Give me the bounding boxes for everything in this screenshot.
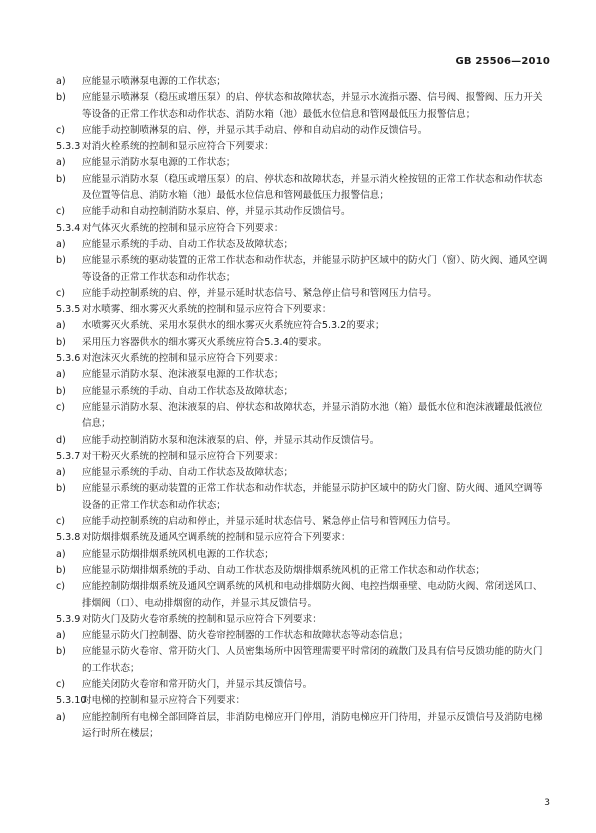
- list-item: [56, 563, 550, 579]
- clause-heading: [56, 351, 550, 367]
- clause-title: 对防火门及防火卷帘系统的控制和显示应符合下列要求：: [82, 613, 322, 625]
- item-label: b): [56, 336, 66, 348]
- item-text: 应能控制所有电梯全部回降首层，非消防电梯应开门停用，消防电梯应开门待用，并显示反馈信号及消防电梯运行时所在楼层；: [82, 711, 543, 739]
- item-label: a): [56, 711, 66, 723]
- clause-heading: [56, 693, 550, 709]
- clause-number: 5.3.4: [56, 222, 81, 234]
- item-label: a): [56, 320, 66, 332]
- document-body: [56, 74, 550, 742]
- item-text: 应能显示喷淋泵电源的工作状态；: [82, 76, 226, 87]
- clause-section: [56, 612, 550, 693]
- item-text: 应能显示喷淋泵（稳压或增压泵）的启、停状态和故障状态，并显示水流指示器、信号阀、报警阀、压力开关等设备的正常工作状态和动作状态、消防水箱（池）最低水位信息和管网最低压力报警信息；: [82, 92, 543, 120]
- item-label: b): [56, 483, 66, 495]
- list-item: [56, 286, 550, 302]
- clause-section: [56, 139, 550, 220]
- item-label: d): [56, 434, 66, 446]
- clause-heading: [56, 530, 550, 546]
- page-number: 3: [544, 798, 550, 808]
- item-label: a): [56, 467, 66, 479]
- item-label: b): [56, 173, 66, 185]
- list-item: [56, 677, 550, 693]
- item-text: 应能手动控制系统的启动和停止，并显示延时状态信号、紧急停止信号和管网压力信号。: [82, 516, 457, 528]
- list-item: [56, 433, 550, 449]
- item-text: 应能显示消防水泵、泡沫液泵电源的工作状态；: [82, 369, 284, 381]
- item-label: c): [56, 287, 66, 299]
- clause-section: [56, 302, 550, 351]
- list-item: [56, 172, 550, 205]
- clause-title: 对水喷雾、细水雾灭火系统的控制和显示应符合下列要求：: [82, 304, 332, 316]
- list-item: [56, 579, 550, 612]
- list-item: [56, 465, 550, 481]
- list-item: [56, 155, 550, 171]
- item-label: a): [56, 238, 66, 250]
- list-item: [56, 628, 550, 644]
- item-label: a): [56, 157, 66, 169]
- clause-section: [56, 351, 550, 449]
- clause-number: 5.3.7: [56, 450, 81, 462]
- list-item: [56, 481, 550, 514]
- clause-number: 5.3.8: [56, 532, 81, 544]
- item-text: 应能显示系统的手动、自动工作状态及故障状态；: [82, 238, 294, 250]
- item-text: 应能显示系统的驱动装置的正常工作状态和动作状态，并能显示防护区域中的防火门（窗）、防火阀、通风空调等设备的正常工作状态和动作状态；: [82, 255, 548, 283]
- item-label: a): [56, 630, 66, 642]
- item-label: b): [56, 255, 66, 267]
- list-item: [56, 90, 550, 123]
- clause-number: 5.3.9: [56, 613, 81, 625]
- item-text: 应能显示防烟排烟系统风机电源的工作状态；: [82, 548, 274, 560]
- item-label: c): [56, 516, 66, 528]
- intro-items: [56, 74, 550, 139]
- list-item: [56, 335, 550, 351]
- item-label: a): [56, 548, 66, 560]
- item-label: b): [56, 385, 66, 397]
- item-text: 应能手动控制系统的启、停，并显示延时状态信号、紧急停止信号和管网压力信号。: [82, 287, 437, 299]
- clause-title: 对干粉灭火系统的控制和显示应符合下列要求：: [82, 450, 284, 462]
- clause-title: 对防烟排烟系统及通风空调系统的控制和显示应符合下列要求：: [82, 532, 351, 544]
- item-label: a): [56, 369, 66, 381]
- clause-title: 对电梯的控制和显示应符合下列要求：: [82, 695, 246, 707]
- item-text: 应能显示消防水泵、泡沫液泵的启、停状态和故障状态，并显示消防水池（箱）最低水位和泡沫液罐最低液位信息；: [82, 401, 543, 430]
- clause-heading: [56, 449, 550, 465]
- clause-section: [56, 530, 550, 611]
- item-label: c): [56, 401, 66, 413]
- list-item: [56, 367, 550, 383]
- clause-heading: [56, 302, 550, 318]
- item-text: 应能手动和自动控制消防水泵启、停，并显示其动作反馈信号。: [82, 206, 351, 218]
- item-text: 应能显示系统的手动、自动工作状态及故障状态；: [82, 385, 294, 397]
- item-text: 应能显示防火门控制器、防火卷帘控制器的工作状态和故障状态等动态信息；: [82, 630, 409, 642]
- item-text: 应能显示消防水泵电源的工作状态；: [82, 157, 236, 169]
- clause-section: [56, 221, 550, 302]
- item-label: b): [56, 92, 66, 104]
- clause-section: [56, 449, 550, 530]
- list-item: [56, 204, 550, 220]
- list-item: [56, 253, 550, 286]
- item-label: c): [56, 124, 66, 136]
- clause-title: 对消火栓系统的控制和显示应符合下列要求：: [82, 141, 274, 153]
- item-text: 应能显示防火卷帘、常开防火门、人员密集场所中因管理需要平时常闭的疏散门及具有信号反馈功能的防火门的工作状态；: [82, 646, 543, 674]
- list-item: [56, 74, 550, 90]
- clause-title: 对气体灭火系统的控制和显示应符合下列要求：: [82, 222, 284, 234]
- item-text: 应能手动控制喷淋泵的启、停，并显示其手动启、停和自动启动的动作反馈信号。: [82, 124, 428, 136]
- item-text: 应能显示系统的驱动装置的正常工作状态和动作状态，并能显示防护区域中的防火门窗、防火阀、通风空调等设备的正常工作状态和动作状态；: [82, 483, 543, 511]
- item-label: c): [56, 206, 66, 218]
- list-item: [56, 710, 550, 743]
- list-item: [56, 237, 550, 253]
- clause-number: 5.3.5: [56, 304, 81, 316]
- list-item: [56, 400, 550, 433]
- item-label: c): [56, 581, 66, 593]
- list-item: [56, 318, 550, 334]
- clause-title: 对泡沫灭火系统的控制和显示应符合下列要求：: [82, 353, 284, 365]
- item-text: 应能手动控制消防水泵和泡沫液泵的启、停，并显示其动作反馈信号。: [82, 434, 380, 446]
- list-item: [56, 644, 550, 677]
- list-item: [56, 123, 550, 139]
- clause-heading: [56, 139, 550, 155]
- item-text: 应能显示防烟排烟系统的手动、自动工作状态及防烟排烟系统风机的正常工作状态和动作状态；: [82, 564, 485, 576]
- standard-number: GB 25506—2010: [455, 56, 550, 67]
- clause-number: 5.3.6: [56, 353, 81, 365]
- clause-number: 5.3.10: [56, 695, 87, 707]
- clause-heading: [56, 612, 550, 628]
- list-item: [56, 547, 550, 563]
- item-text: 应能显示系统的手动、自动工作状态及故障状态；: [82, 467, 294, 479]
- item-text: 采用压力容器供水的细水雾灭火系统应符合5.3.4的要求。: [82, 336, 328, 348]
- item-text: 水喷雾灭火系统、采用水泵供水的细水雾灭火系统应符合5.3.2的要求；: [82, 320, 385, 332]
- item-label: c): [56, 678, 66, 690]
- clause-list: [56, 139, 550, 742]
- item-label: a): [56, 76, 66, 87]
- item-text: 应能关闭防火卷帘和常开防火门，并显示其反馈信号。: [82, 678, 313, 690]
- item-text: 应能显示消防水泵（稳压或增压泵）的启、停状态和故障状态，并显示消火栓按钮的正常工作状态和动作状态及位置等信息、消防水箱（池）最低水位信息和管网最低压力报警信息；: [82, 173, 543, 202]
- item-label: b): [56, 646, 66, 658]
- item-label: b): [56, 564, 66, 576]
- list-item: [56, 384, 550, 400]
- item-text: 应能控制防烟排烟系统及通风空调系统的风机和电动排烟防火阀、电控挡烟垂壁、电动防火阀、常闭送风口、排烟阀（口）、电动排烟窗的动作，并显示其反馈信号。: [82, 581, 543, 609]
- list-item: [56, 514, 550, 530]
- clause-number: 5.3.3: [56, 141, 81, 153]
- clause-heading: [56, 221, 550, 237]
- clause-section: [56, 693, 550, 742]
